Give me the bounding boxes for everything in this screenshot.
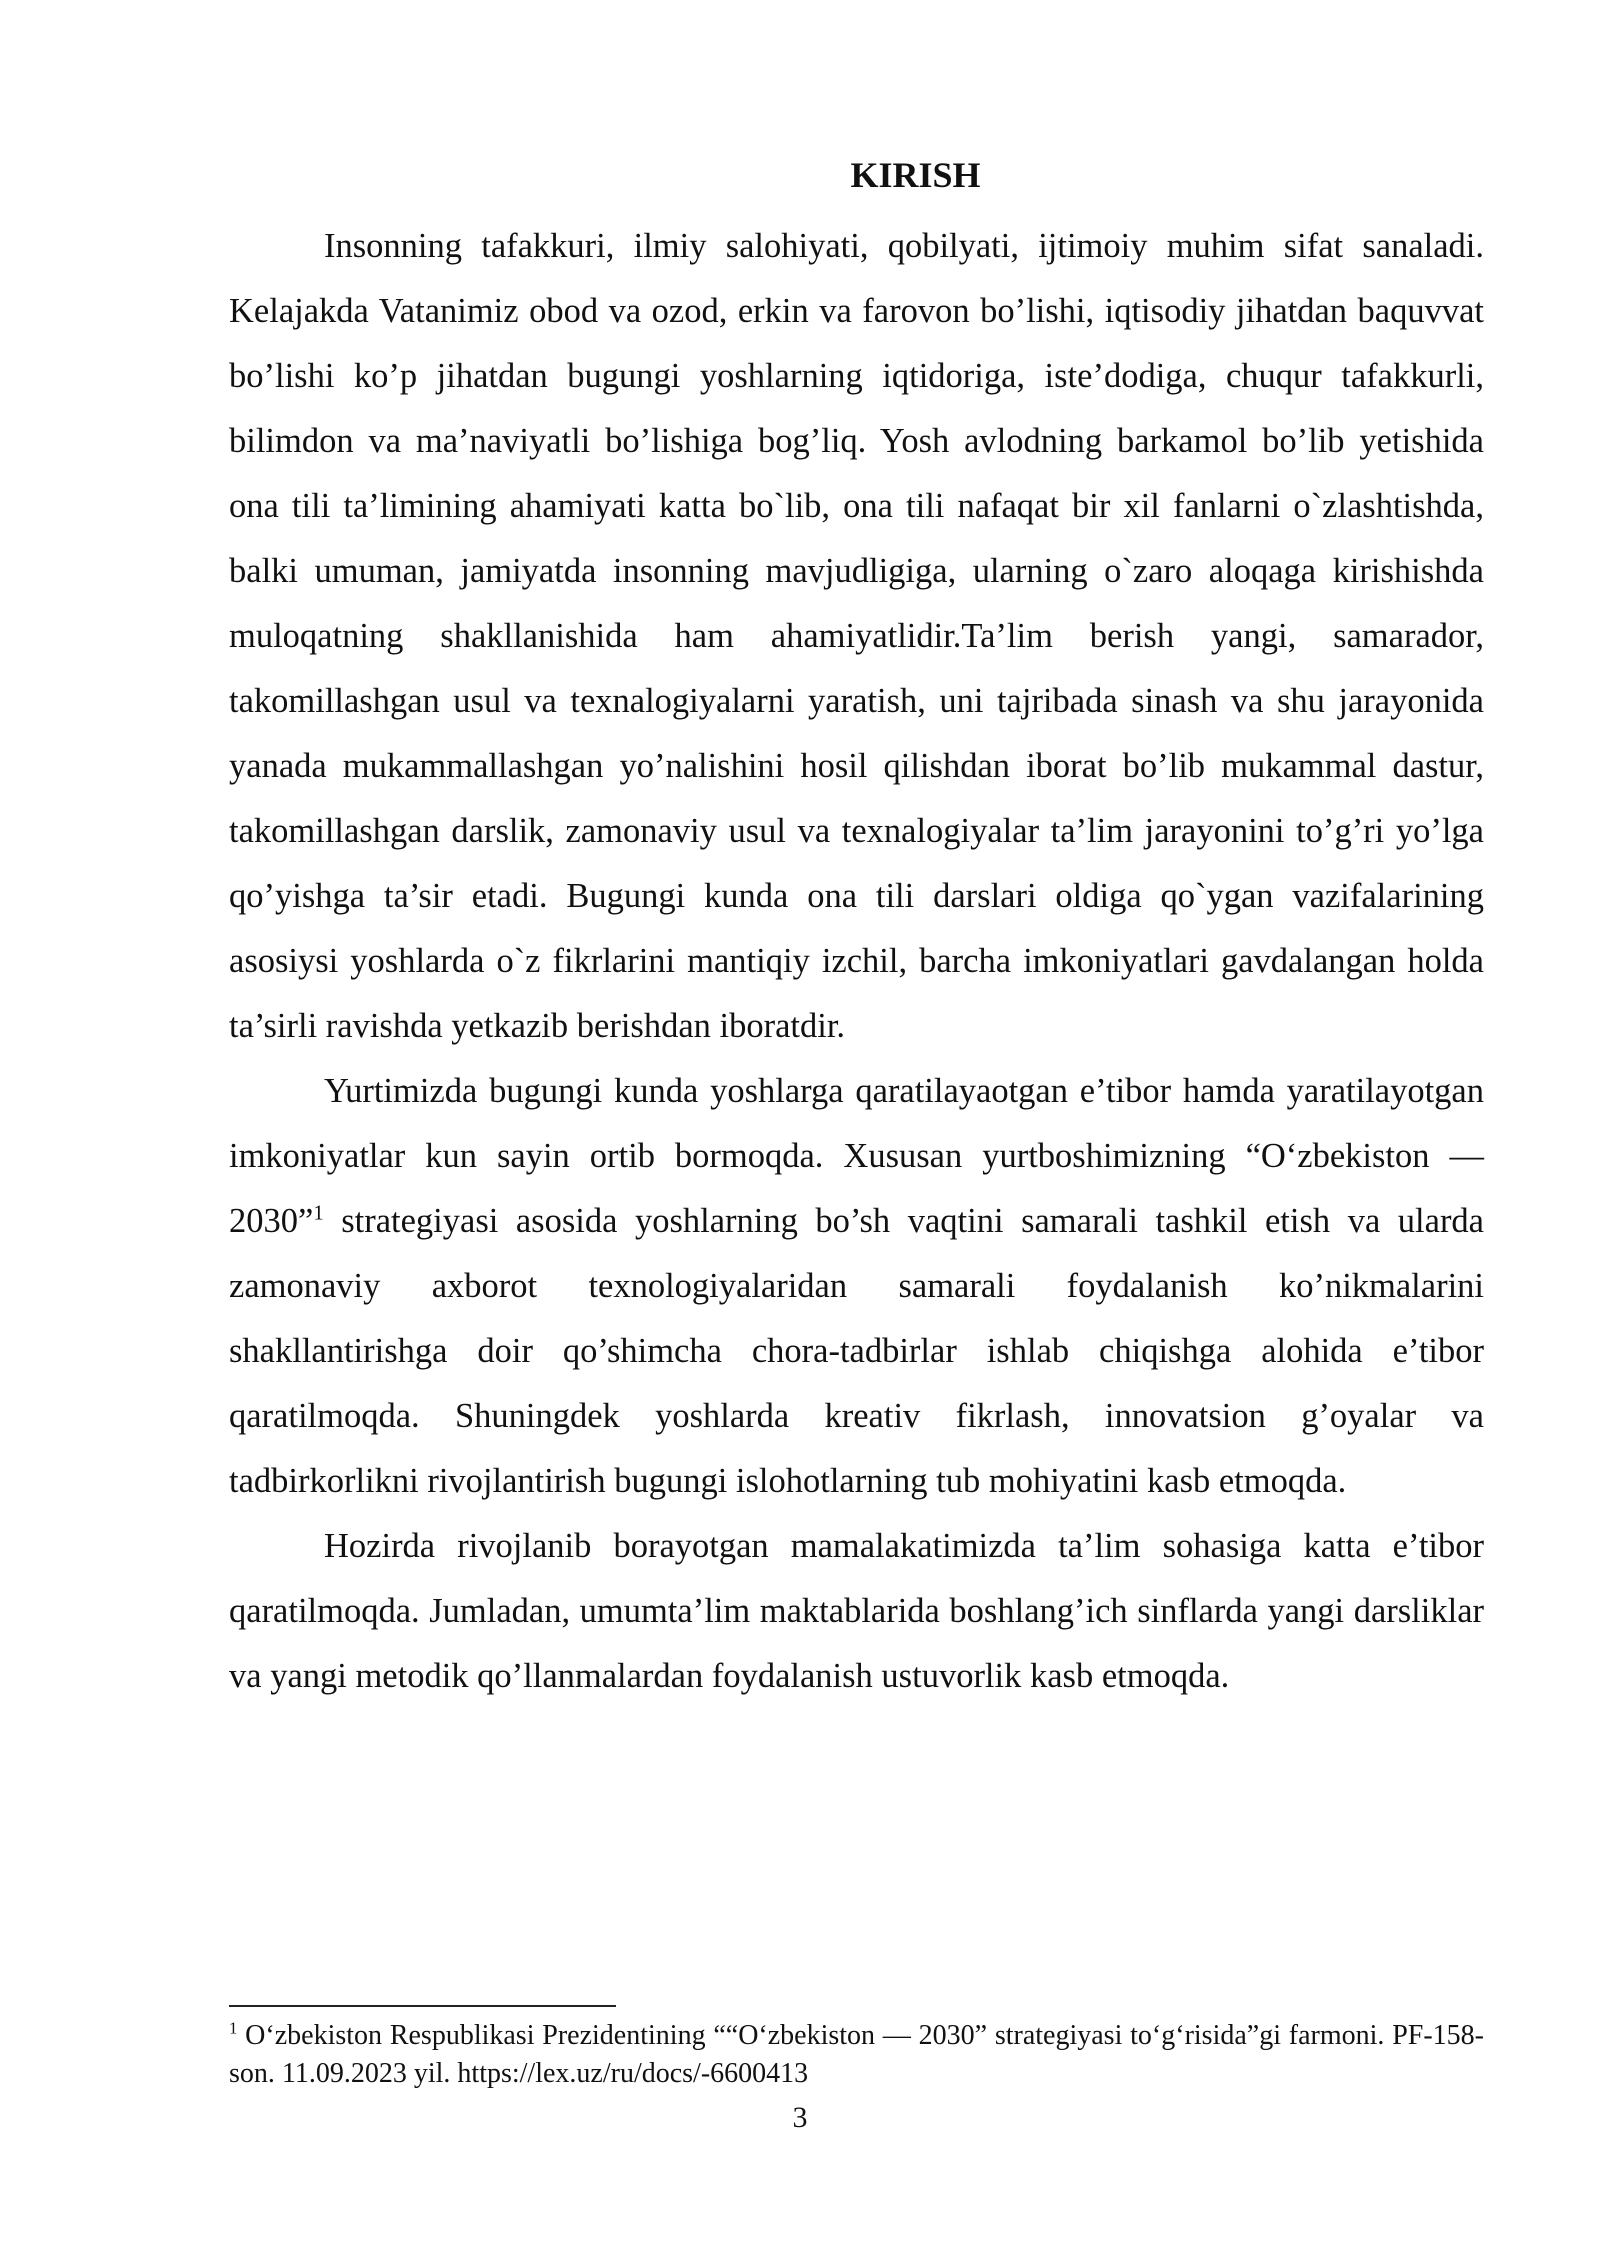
page-number: 3 <box>792 2101 808 2134</box>
body-text <box>229 148 1484 1709</box>
paragraph-2 <box>229 1059 1484 1514</box>
section-heading: KIRISH <box>850 155 981 195</box>
footnote-section <box>229 2005 1484 2093</box>
paragraph-1: Insonning tafakkuri, ilmiy salohiyati, qobilyati, ijtimoiy muhim sifat sanaladi. Kelajakda Vatanimiz obod va ozod, erkin va farovon bo’lishi, iqtisodiy jihatdan baquvvat bo’lishi ko’p jihatdan bugungi yoshlarning iqtidoriga, iste’dodiga, chuqur tafakkurli, bilimdon va ma’naviyatli bo’lishiga bog’liq. Yosh avlodning barkamol bo’lib yetishida ona tili ta’limining ahamiyati katta bo`lib, ona tili nafaqat bir xil fanlarni o`zlashtishda, balki umuman, jamiyatda insonning mavjudligiga, ularning o`zaro aloqaga kirishishda muloqatning shakllanishida ham ahamiyatlidir.Ta’lim berish yangi, samarador, takomillashgan usul va texnalogiyalarni yaratish, uni tajribada sinash va shu jarayonida yanada mukammallashgan yo’nalishini hosil qilishdan iborat bo’lib mukammal dastur, takomillashgan darslik, zamonaviy usul va texnalogiyalar ta’lim jarayonini to’g’ri yo’lga qo’yishga ta’sir etadi. Bugungi kunda ona tili darslari oldiga qo`ygan vazifalarining asosiysi yoshlarda o`z fikrlarini mantiqiy izchil, barcha imkoniyatlari gavdalangan holda ta’sirli ravishda yetkazib berishdan iboratdir. <box>229 227 1484 1045</box>
footnote-separator <box>229 2005 616 2007</box>
footnote-reference[interactable]: 1 <box>313 1202 324 1225</box>
paragraph-2-text-end: strategiyasi asosida yoshlarning bo’sh vaqtini samarali tashkil etish va ularda zamonaviy axborot texnologiyalaridan samarali foydalanish ko’nikmalarini shakllantirishga doir qo’shimcha chora-tadbirlar ishlab chiqishga alohida e’tibor qaratilmoqda. Shuningdek yoshlarda kreativ fikrlash, innovatsion g’oyalar va tadbirkorlikni rivojlantirish bugungi islohotlarning tub mohiyatini kasb etmoqda. <box>229 1202 1484 1500</box>
paragraph-3: Hozirda rivojlanib borayotgan mamalakatimizda ta’lim sohasiga katta e’tibor qaratilmoqda. Jumladan, umumta’lim maktablarida boshlang’ich sinflarda yangi darsliklar va yangi metodik qo’llanmalardan foydalanish ustuvorlik kasb etmoqda. <box>229 1527 1484 1695</box>
footnote <box>229 2017 1484 2093</box>
footnote-marker: 1 <box>229 2018 238 2038</box>
paragraph-2-text-start: Yurtimizda bugungi kunda yoshlarga qaratilayaotgan e’tibor hamda yaratilayotgan imkoniyatlar kun sayin ortib bormoqda. Xususan yurtboshimizning “O‘zbekiston — 2030” <box>229 1072 1484 1240</box>
footnote-text: O‘zbekiston Respublikasi Prezidentining ““O‘zbekiston — 2030” strategiyasi to‘g‘risida”gi farmoni. PF-158-son. 11.09.2023 yil. https://lex.uz/ru/docs/-6600413 <box>229 2020 1484 2089</box>
